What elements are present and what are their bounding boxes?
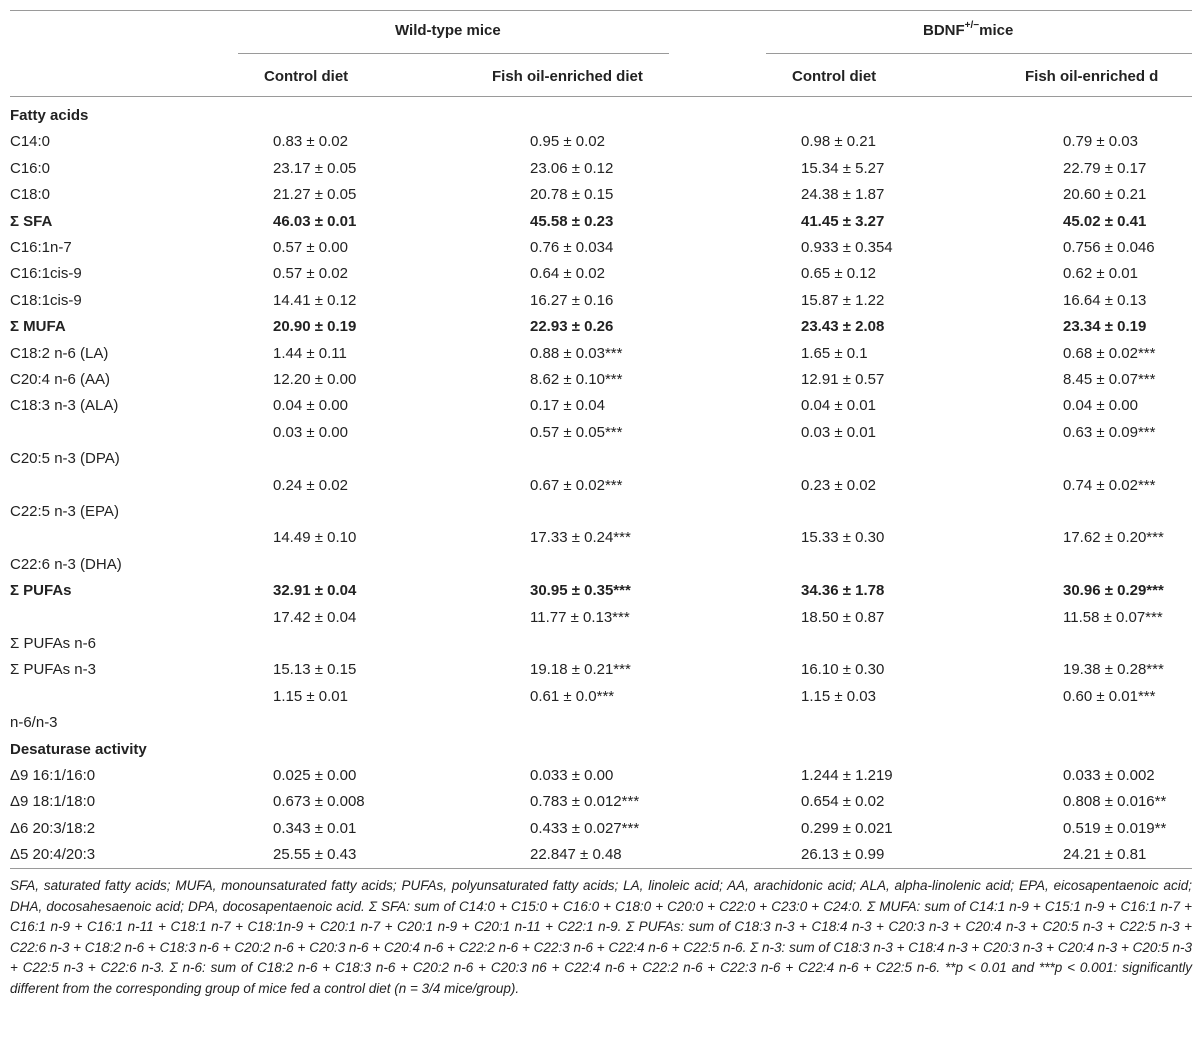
table-cell: 23.43 ± 2.08 [801,318,885,336]
row-label: Δ6 20:3/18:2 [10,819,96,837]
row-label: C16:1n-7 [10,239,72,256]
row-label: C18:1cis-9 [10,291,82,309]
table-cell: 0.03 ± 0.00 [273,423,348,441]
table-cell: 16.27 ± 0.16 [530,291,614,309]
table-cell: 0.03 ± 0.01 [801,423,876,441]
row-label: Σ PUFAs n-6 [10,635,96,652]
table-cell: 12.20 ± 0.00 [273,371,357,388]
table-cell: 0.673 ± 0.008 [273,793,365,811]
table-cell: 14.49 ± 0.10 [273,529,357,547]
table-cell: 11.77 ± 0.13*** [530,608,630,626]
table-cell: 20.60 ± 0.21 [1063,186,1147,204]
table-cell: 1.15 ± 0.01 [273,687,348,705]
table-cell: 8.45 ± 0.07*** [1063,371,1156,388]
table-cell: 0.76 ± 0.034 [530,239,614,256]
table-cell: 0.04 ± 0.01 [801,397,876,415]
row-label: Σ SFA [10,212,53,230]
table-bottom-rule [10,868,1192,869]
table-cell: 15.33 ± 0.30 [801,529,885,547]
table-cell: 17.42 ± 0.04 [273,608,357,626]
table-cell: 0.033 ± 0.002 [1063,767,1155,784]
table-cell: 0.88 ± 0.03*** [530,344,623,362]
table-cell: 16.10 ± 0.30 [801,661,885,679]
table-cell: 0.24 ± 0.02 [273,476,348,494]
table-cell: 17.62 ± 0.20*** [1063,529,1164,547]
table-cell: 26.13 ± 0.99 [801,846,885,864]
table-cell: 41.45 ± 3.27 [801,212,885,230]
wild-type-underline [238,53,669,54]
table-cell: 20.78 ± 0.15 [530,186,614,204]
table-cell: 12.91 ± 0.57 [801,371,885,388]
table-cell: 0.67 ± 0.02*** [530,476,623,494]
table-cell: 0.654 ± 0.02 [801,793,885,811]
table-cell: 22.93 ± 0.26 [530,318,614,336]
group-header-bdnf [923,22,1013,39]
row-label: C18:0 [10,186,51,204]
row-label: C18:3 n-3 (ALA) [10,397,119,415]
col-header-bdnf-control: Control diet [792,68,877,85]
table-cell: 1.65 ± 0.1 [801,344,868,362]
table-cell: 15.34 ± 5.27 [801,159,885,177]
group-header-wild-type: Wild-type mice [395,22,501,39]
bdnf-label: BDNF [923,22,965,39]
table-cell: 1.244 ± 1.219 [801,767,893,784]
table-cell: 25.55 ± 0.43 [273,846,357,864]
table-cell: 15.13 ± 0.15 [273,661,357,679]
row-label: C22:6 n-3 (DHA) [10,555,122,573]
table-cell: 0.04 ± 0.00 [273,397,348,415]
table-cell: 19.38 ± 0.28*** [1063,661,1164,679]
table-cell: 0.83 ± 0.02 [273,133,348,151]
table-cell: 0.95 ± 0.02 [530,133,605,151]
bdnf-underline [766,53,1192,54]
table-cell: 8.62 ± 0.10*** [530,371,623,388]
col-header-wt-control: Control diet [264,68,349,85]
table-cell: 30.96 ± 0.29*** [1063,582,1164,600]
section-header: Desaturase activity [10,740,147,758]
table-cell: 16.64 ± 0.13 [1063,291,1147,309]
table-cell: 0.60 ± 0.01*** [1063,687,1156,705]
table-cell: 30.95 ± 0.35*** [530,582,631,600]
table-cell: 0.62 ± 0.01 [1063,265,1138,283]
table-top-rule [10,10,1192,11]
row-label: C14:0 [10,133,51,151]
table-cell: 1.44 ± 0.11 [273,344,347,362]
table-footnote: SFA, saturated fatty acids; MUFA, monounsaturated fatty acids; PUFAs, polyunsaturated fatty acids; LA, linoleic acid; AA, arachidonic acid; ALA, alpha-linolenic acid; EPA, eicosapentaenoic acid; DHA, docosahesaenoic acid; DPA, docosapentaenoic acid. Σ SFA: sum of C14:0 + C15:0 + C16:0 + C18:0 + C20:0 + C22:0 + C23:0 + C24:0. Σ MUFA: sum of C14:1 n-9 + C15:1 n-9 + C16:1 n-7 + C16:1 n-9 + C16:1 n-11 + C18:1 n-7 + C18:1n-9 + C20:1 n-7 + C20:1 n-9 + C20:1 n-11 + C22:1 n-9. Σ PUFAs: sum of C18:3 n-3 + C18:4 n-3 + C20:3 n-3 + C20:4 n-3 + C20:5 n-3 + C22:5 n-3 + C22:6 n-3 + C18:2 n-6 + C18:3 n-6 + C20:2 n-6 + C20:3 n-6 + C20:4 n-6 + C22:2 n-6 + C22:3 n-6 + C22:4 n-6 + C22:5 n-6. Σ n-3: sum of C18:3 n-3 + C18:4 n-3 + C20:3 n-3 + C20:4 n-3 + C20:5 n-3 + C22:5 n-3 + C22:6 n-3. Σ n-6: sum of C18:2 n-6 + C18:3 n-6 + C20:2 n-6 + C20:3 n6 + C22:4 n-6 + C22:2 n-6 + C22:3 n-6 + C22:4 n-6 + C22:5 n-6. **p < 0.01 and ***p < 0.001: significantly different from the corresponding group of mice fed a control diet (n = 3/4 mice/group). [10,878,1192,996]
table-cell: 0.299 ± 0.021 [801,819,893,837]
table-cell: 0.74 ± 0.02*** [1063,476,1156,494]
table-cell: 24.21 ± 0.81 [1063,846,1147,864]
row-label: C20:5 n-3 (DPA) [10,450,120,468]
table-cell: 0.433 ± 0.027*** [530,819,640,837]
col-header-wt-fish: Fish oil-enriched diet [492,68,643,85]
table-cell: 0.23 ± 0.02 [801,476,876,494]
row-label: C20:4 n-6 (AA) [10,371,111,388]
bdnf-suffix: mice [979,22,1014,39]
table-cell: 0.025 ± 0.00 [273,767,357,784]
table-cell: 0.519 ± 0.019** [1063,819,1167,837]
table-cell: 45.02 ± 0.41 [1063,212,1147,230]
row-label: C18:2 n-6 (LA) [10,344,109,362]
table-cell: 0.57 ± 0.02 [273,265,348,283]
row-label: Σ MUFA [10,318,66,336]
table-cell: 34.36 ± 1.78 [801,582,885,600]
table-cell: 0.79 ± 0.03 [1063,133,1138,151]
table-cell: 0.783 ± 0.012*** [530,793,640,811]
table-cell: 0.57 ± 0.05*** [530,423,623,441]
table-cell: 23.06 ± 0.12 [530,159,614,177]
table-cell: 0.63 ± 0.09*** [1063,423,1156,441]
table-cell: 23.34 ± 0.19 [1063,318,1147,336]
table-cell: 0.57 ± 0.00 [273,239,348,256]
header-bottom-rule [10,96,1192,97]
row-label: Δ5 20:4/20:3 [10,846,96,864]
table-cell: 24.38 ± 1.87 [801,186,885,204]
table-cell: 1.15 ± 0.03 [801,687,876,705]
section-header: Fatty acids [10,107,89,124]
row-label: Σ PUFAs n-3 [10,661,96,679]
table-cell: 15.87 ± 1.22 [801,291,885,309]
table-cell: 21.27 ± 0.05 [273,186,357,204]
col-header-bdnf-fish: Fish oil-enriched d [1025,68,1159,85]
table-cell: 46.03 ± 0.01 [273,212,357,230]
row-label: n-6/n-3 [10,714,58,732]
table-cell: 0.61 ± 0.0*** [530,687,615,705]
table-cell: 19.18 ± 0.21*** [530,661,631,679]
table-cell: 22.79 ± 0.17 [1063,159,1147,177]
row-label: Δ9 18:1/18:0 [10,793,96,811]
row-label: Σ PUFAs [10,582,72,600]
table-cell: 0.65 ± 0.12 [801,265,876,283]
table-cell: 32.91 ± 0.04 [273,582,357,600]
row-label: Δ9 16:1/16:0 [10,767,96,784]
table-cell: 22.847 ± 0.48 [530,846,622,864]
bdnf-superscript: +/− [964,20,980,31]
table-cell: 0.04 ± 0.00 [1063,397,1138,415]
table-cell: 0.68 ± 0.02*** [1063,344,1156,362]
table-cell: 0.17 ± 0.04 [530,397,605,415]
table-cell: 18.50 ± 0.87 [801,608,885,626]
table-cell: 11.58 ± 0.07*** [1063,608,1163,626]
table-cell: 14.41 ± 0.12 [273,291,357,309]
row-label: C16:1cis-9 [10,265,82,283]
table-cell: 0.756 ± 0.046 [1063,239,1155,256]
table-cell: 0.808 ± 0.016** [1063,793,1167,811]
table-cell: 17.33 ± 0.24*** [530,529,631,547]
table-cell: 0.98 ± 0.21 [801,133,876,151]
table-cell: 0.64 ± 0.02 [530,265,605,283]
table-cell: 23.17 ± 0.05 [273,159,357,177]
table-cell: 20.90 ± 0.19 [273,318,357,336]
table-cell: 0.343 ± 0.01 [273,819,357,837]
table-cell: 0.933 ± 0.354 [801,239,893,256]
table-cell: 0.033 ± 0.00 [530,767,614,784]
table-cell: 45.58 ± 0.23 [530,212,614,230]
row-label: C16:0 [10,159,51,177]
row-label: C22:5 n-3 (EPA) [10,503,119,520]
